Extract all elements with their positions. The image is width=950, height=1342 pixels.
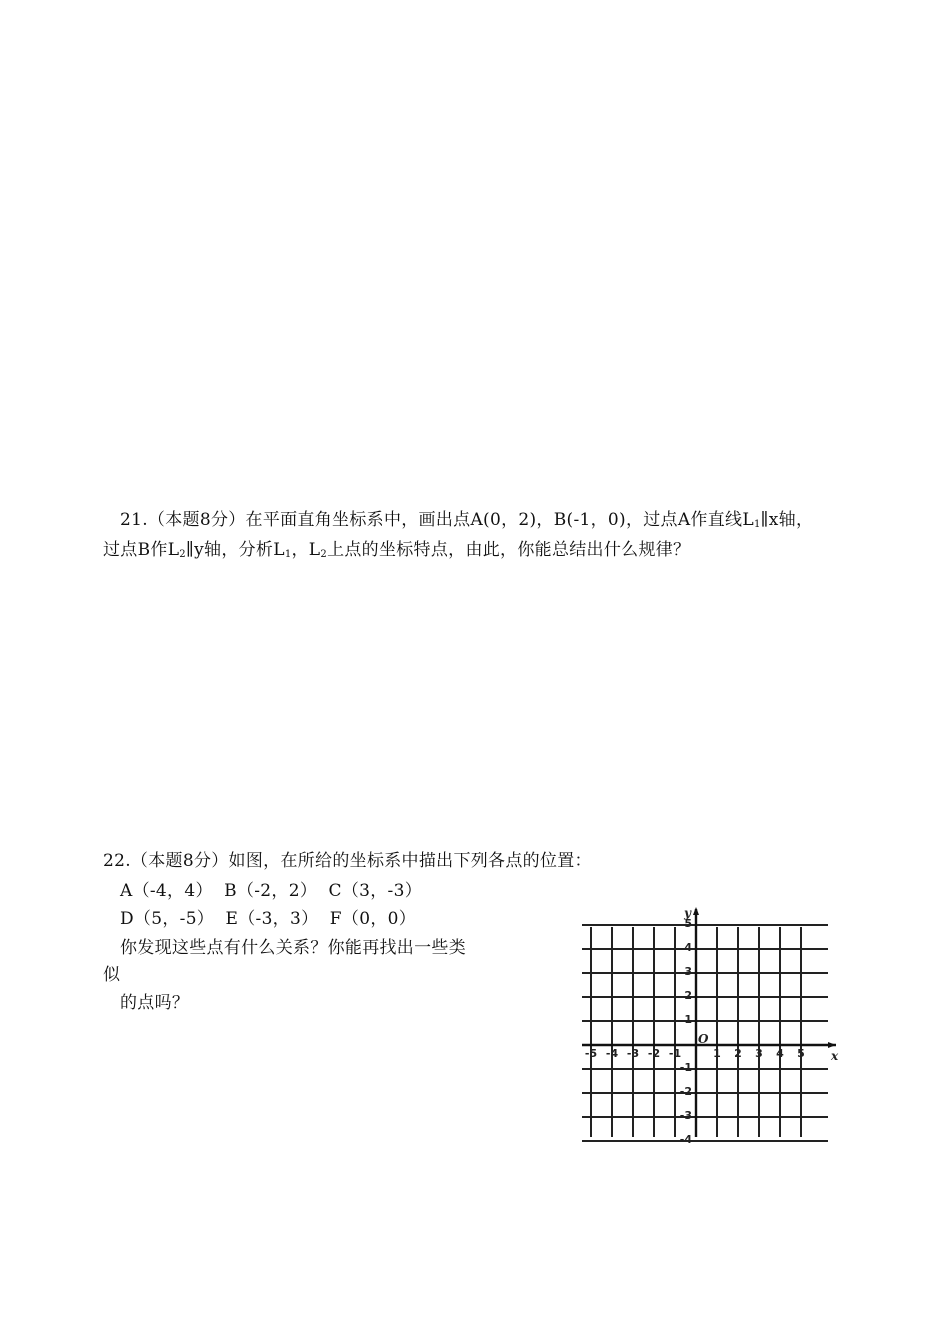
subscript: 1	[284, 549, 292, 560]
coordinate-grid	[578, 905, 840, 1145]
x-tick-label: -1	[668, 1047, 682, 1060]
q22-question-line-3: 的点吗？	[120, 993, 190, 1013]
q21-text: ∥y轴，分析L	[185, 540, 285, 560]
x-tick-label: -4	[605, 1047, 619, 1060]
q21-text: 上点的坐标特点，由此，你能总结出什么规律？	[327, 540, 691, 560]
q22-title: 22.（本题8分）如图，在所给的坐标系中描出下列各点的位置：	[103, 851, 592, 871]
y-axis-arrow	[693, 907, 699, 915]
origin-label: O	[698, 1032, 709, 1046]
x-axis-label: x	[831, 1048, 839, 1063]
subscript: 2	[179, 549, 186, 560]
q21-text: ，L	[291, 540, 321, 560]
subscript: 2	[320, 549, 328, 560]
q21-text: ∥x轴，	[760, 510, 814, 530]
x-tick-label: 5	[797, 1047, 805, 1060]
q21-line-1	[120, 505, 813, 530]
q21-text: 21.（本题8分）在平面直角坐标系中，画出点A(0，2)，B(-1，0)，过点A作直线L	[120, 510, 754, 530]
q22-question-line-2: 似	[103, 965, 121, 985]
x-axis-arrow	[828, 1042, 836, 1048]
y-tick-label: -1	[679, 1061, 692, 1074]
y-tick-label: 2	[684, 989, 692, 1002]
y-tick-label: -3	[679, 1109, 692, 1122]
x-tick-label: -5	[584, 1047, 598, 1060]
y-tick-label: 5	[684, 917, 692, 930]
q22-points-row-2: D（5，-5） E（-3，3） F（0，0）	[120, 909, 417, 929]
y-tick-label: -4	[679, 1133, 692, 1145]
y-tick-label: -2	[679, 1085, 692, 1098]
x-tick-label: 4	[776, 1047, 784, 1060]
x-tick-label: -3	[626, 1047, 640, 1060]
y-axis-label: y	[684, 906, 691, 920]
q22-question-line-1: 你发现这些点有什么关系？你能再找出一些类	[120, 938, 466, 958]
y-tick-label: 3	[684, 965, 692, 978]
q22-points-row-1: A（-4，4） B（-2，2） C（3，-3）	[120, 881, 423, 901]
x-tick-label: -2	[647, 1047, 661, 1060]
subscript: 1	[753, 519, 761, 530]
q21-text: 过点B作L	[103, 540, 180, 560]
q21-line-2	[103, 535, 690, 560]
x-tick-label: 2	[734, 1047, 742, 1060]
x-tick-label: 1	[713, 1047, 721, 1060]
y-tick-label: 4	[684, 941, 692, 954]
y-tick-label: 1	[684, 1013, 692, 1026]
x-tick-label: 3	[755, 1047, 763, 1060]
